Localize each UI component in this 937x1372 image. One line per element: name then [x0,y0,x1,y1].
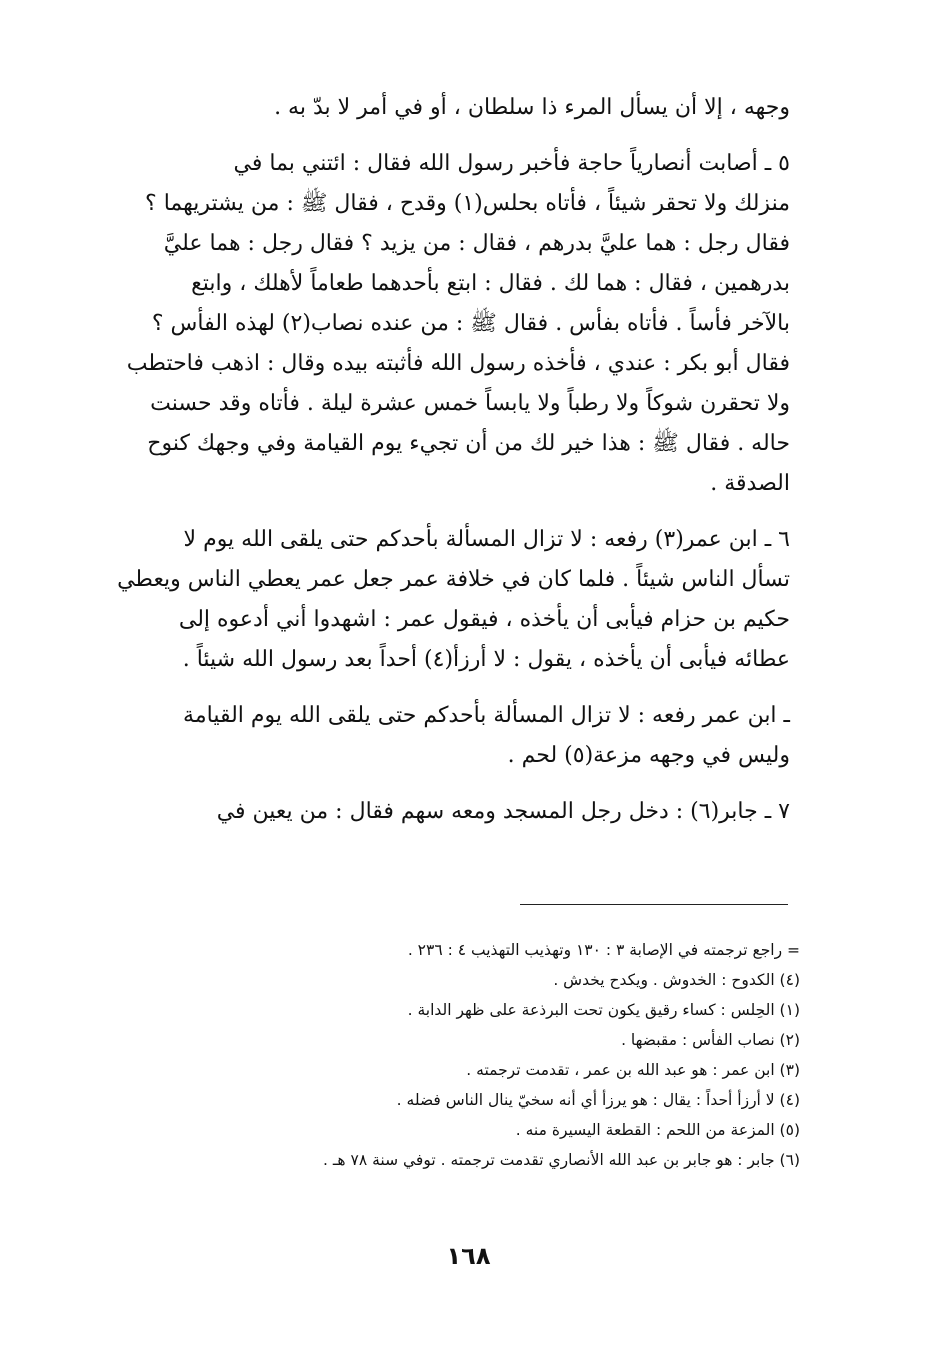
text-line: تسأل الناس شيئاً . فلما كان في خلافة عمر جعل عمر يعطي الناس ويعطي [117,567,790,592]
text-line: حكيم بن حزام فيأبى أن يأخذه ، فيقول عمر : اشهدوا أني أدعوه إلى [178,607,790,632]
page-number: ١٦٨ [446,1242,491,1270]
text-line: حاله . فقال ﷺ : هذا خير لك من أن تجيء يوم القيامة وفي وجهك كنوح [147,431,790,456]
footnote-4-kudooh: (٤) الكدوح : الخدوش . ويكدح يخدش . [553,971,800,989]
footnote-5: (٥) المزعة من اللحم : القطعة اليسيرة منه . [515,1121,800,1139]
text-line: بالآخر فأساً . فأتاه بفأس . فقال ﷺ : من عنده نصاب(٢) لهذه الفأس ؟ [151,311,790,336]
footnote-divider [520,904,788,905]
text-line: عطائه فيأبى أن يأخذه ، يقول : لا أرزأ(٤) أحداً بعد رسول الله شيئاً . [182,647,790,672]
text-line: بدرهمين ، فقال : هما لك . فقال : ابتع بأحدهما طعاماً لأهلك ، وابتع [191,271,790,296]
text-line: وليس في وجهه مزعة(٥) لحم . [507,743,790,768]
footnote-2: (٢) نصاب الفأس : مقبضها . [621,1031,800,1049]
footnote-3: (٣) ابن عمر : هو عبد الله بن عمر ، تقدمت ترجمته . [466,1061,800,1079]
page-body [78,88,790,848]
footnote-1: (١) الحِلس : كساء رقيق يكون تحت البرذعة على ظهر الدابة . [407,1001,800,1019]
hadith-7-paragraph [78,792,790,832]
footnote-6: (٦) جابر : هو جابر بن عبد الله الأنصاري تقدمت ترجمته . توفي سنة ٧٨ هـ . [323,1151,800,1169]
text-line: الصدقة . [710,471,790,496]
text-line: ٧ ـ جابر(٦) : دخل رجل المسجد ومعه سهم فقال : من يعين في [216,799,790,824]
text-line: منزلك ولا تحقر شيئاً ، فأتاه بحلس(١) وقدح ، فقال ﷺ : من يشتريهما ؟ [145,191,790,216]
footnote-4: (٤) لا أرزأ أحداً : يقال : هو يرزأ أي أنه سخيّ ينال الناس فضله . [396,1091,800,1109]
text-line: فقال أبو بكر : عندي ، فأخذه رسول الله فأثبته بيده وقال : اذهب فاحتطب [126,351,790,376]
text-line: فقال رجل : هما عليَّ بدرهم ، فقال : من يزيد ؟ فقال رجل : هما عليَّ [163,231,790,256]
footnotes [190,935,800,1175]
footnote-continuation: = راجع ترجمته في الإصابة ٣ : ١٣٠ وتهذيب التهذيب ٤ : ٢٣٦ . [407,941,800,959]
text-line: ٥ ـ أصابت أنصارياً حاجة فأخبر رسول الله فقال : ائتني بما في [233,151,790,176]
text-line: ـ ابن عمر رفعه : لا تزال المسألة بأحدكم حتى يلقى الله يوم القيامة [183,703,790,728]
hadith-6b-paragraph [78,696,790,776]
text-line: ٦ ـ ابن عمر(٣) رفعه : لا تزال المسألة بأحدكم حتى يلقى الله يوم لا [183,527,790,552]
text-line: ولا تحقرن شوكاً ولا رطباً ولا يابساً خمس عشرة ليلة . فأتاه وقد حسنت [150,391,790,416]
text-line: وجهه ، إلا أن يسأل المرء ذا سلطان ، أو في أمر لا بدّ به . [274,95,790,120]
hadith-5-paragraph [78,144,790,504]
intro-paragraph [78,88,790,128]
hadith-6-paragraph [78,520,790,680]
